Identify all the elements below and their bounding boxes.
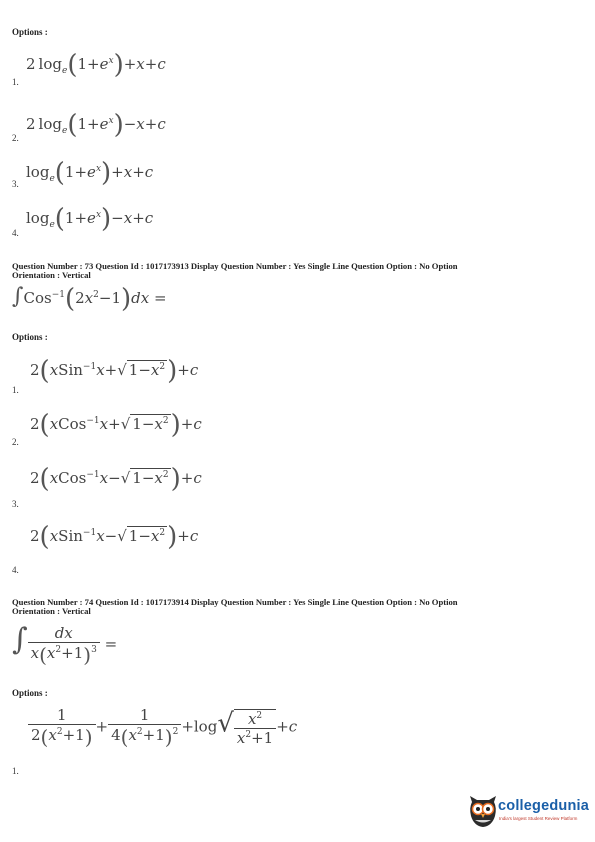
option-number: 1.	[12, 77, 19, 87]
owl-mascot-icon	[468, 794, 498, 828]
option-number: 2.	[12, 437, 19, 447]
option-math: 2 $\log_e(1+e^x)+x+c$	[26, 50, 166, 80]
question-math: ∫ $\frac{dx}{x(x^2+1)^3}$ =	[12, 622, 118, 667]
question-header	[12, 262, 587, 280]
question-header	[12, 598, 587, 616]
option-number: 4.	[12, 228, 19, 238]
option-math: 2(xSin$^{-1}$x+√ $1-x^2)+c$	[30, 356, 199, 386]
option-number: 1.	[12, 385, 19, 395]
question-orientation: Orientation : Vertical	[12, 270, 91, 280]
option-number: 3.	[12, 179, 19, 189]
option-math: $\log_e(1+e^x)-x+c$	[26, 204, 154, 234]
option-math: 2(xSin$^{-1}$x−√ $1-x^2)+c$	[30, 522, 199, 552]
question-orientation: Orientation : Vertical	[12, 606, 91, 616]
option-math: 2(xCos$^{-1}$x+√ $1-x^2)+c$	[30, 410, 202, 440]
option-math: 2(xCos$^{-1}$x−√ $1-x^2)+c$	[30, 464, 202, 494]
logo-tagline: India's largest Student Review Platform	[499, 816, 578, 821]
option-math: $\log_e(1+e^x)+x+c$	[26, 158, 154, 188]
option-math: 2 $\log_e(1+e^x)-x+c$	[26, 110, 166, 140]
collegedunia-logo	[468, 794, 588, 830]
option-math: $\frac{1}{2(x^2+1)}$ + $\frac{1}{4(x^2+1)^2}$ +log√ $\frac{x^2}{x^2+1}$ +c	[28, 706, 297, 749]
question-header-line: Question Number : 73 Question Id : 1017173913 Display Question Number : Yes Single Line Question Option : No Option	[12, 261, 458, 271]
question-math: $\int Cos^{-1}(2x^2-1)dx$ =	[12, 284, 167, 314]
question-header-line: Question Number : 74 Question Id : 1017173914 Display Question Number : Yes Single Line Question Option : No Option	[12, 597, 458, 607]
options-label: Options :	[12, 27, 48, 37]
option-number: 1.	[12, 766, 19, 776]
option-number: 2.	[12, 133, 19, 143]
options-label: Options :	[12, 688, 48, 698]
logo-text: collegedunia	[498, 798, 590, 814]
option-number: 4.	[12, 565, 19, 575]
option-number: 3.	[12, 499, 19, 509]
options-label: Options :	[12, 332, 48, 342]
